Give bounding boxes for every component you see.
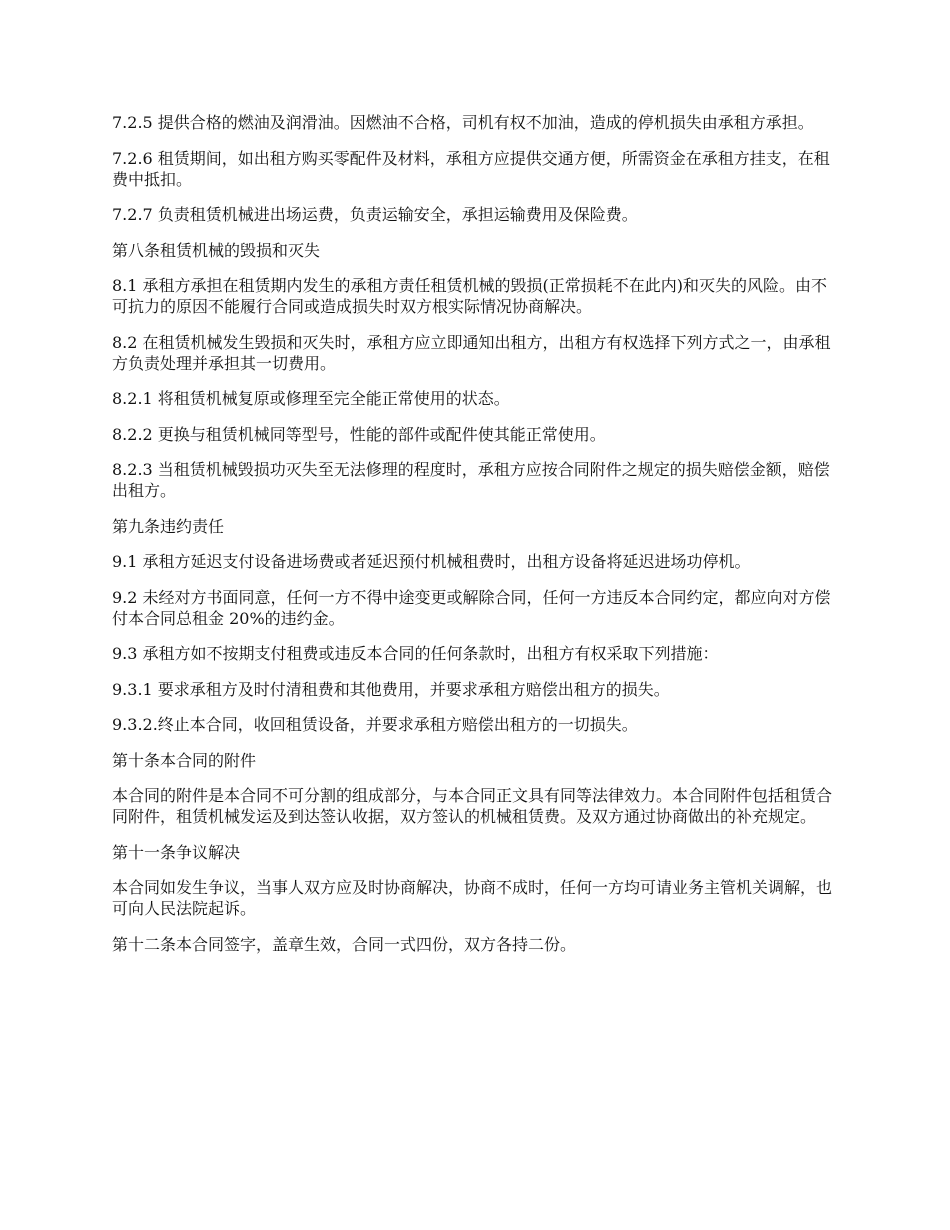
section-heading-8: 第八条租赁机械的毁损和灭失: [112, 240, 321, 260]
clause-7-2-5: 7.2.5 提供合格的燃油及润滑油。因燃油不合格，司机有权不加油，造成的停机损失由承租方承担。: [112, 113, 814, 132]
section-heading-9: 第九条违约责任: [112, 516, 225, 536]
section-heading-10: 第十条本合同的附件: [112, 750, 257, 770]
document-page: [112, 112, 842, 969]
clause-7-2-6: 7.2.6 租赁期间，如出租方购买零配件及材料，承租方应提供交通方便，所需资金在承租方挂支，在租费中抵扣。: [112, 148, 830, 189]
clause-9-2: 9.2 未经对方书面同意，任何一方不得中途变更或解除合同，任何一方违反本合同约定，都应向对方偿付本合同总租金 20%的违约金。: [112, 587, 831, 628]
clause-9-3: 9.3 承租方如不按期支付租费或违反本合同的任何条款时，出租方有权采取下列措施：: [112, 644, 719, 663]
section-heading-12: 第十二条本合同签字，盖章生效，合同一式四份，双方各持二份。: [112, 934, 577, 954]
clause-8-2-2: 8.2.2 更换与租赁机械同等型号，性能的部件或配件使其能正常使用。: [112, 424, 606, 444]
clause-9-1: 9.1 承租方延迟支付设备进场费或者延迟预付机械租费时，出租方设备将延迟进场功停机。: [112, 552, 751, 571]
clause-7-2-7: 7.2.7 负责租赁机械进出场运费，负责运输安全，承担运输费用及保险费。: [112, 205, 638, 224]
clause-8-2: 8.2 在租赁机械发生毁损和灭失时，承租方应立即通知出租方，出租方有权选择下列方式之一，由承租方负责处理并承担其一切费用。: [112, 332, 831, 373]
clause-10-body: 本合同的附件是本合同不可分割的组成部分，与本合同正文具有同等法律效力。本合同附件包括租赁合同附件，租赁机械发运及到达签认收据，双方签认的机械租赁费。及双方通过协商做出的补充规定。: [112, 786, 833, 826]
clause-8-1: 8.1 承租方承担在租赁期内发生的承租方责任租赁机械的毁损(正常损耗不在此内)和灭失的风险。由不可抗力的原因不能履行合同或造成损失时双方根实际情况协商解决。: [112, 276, 828, 316]
clause-8-2-1: 8.2.1 将租赁机械复原或修理至完全能正常使用的状态。: [112, 389, 510, 408]
section-heading-11: 第十一条争议解决: [112, 842, 241, 862]
clause-9-3-1: 9.3.1 要求承租方及时付清租费和其他费用，并要求承租方赔偿出租方的损失。: [112, 679, 670, 699]
clause-9-3-2: 9.3.2.终止本合同，收回租赁设备，并要求承租方赔偿出租方的一切损失。: [112, 715, 638, 734]
clause-8-2-3: 8.2.3 当租赁机械毁损功灭失至无法修理的程度时，承租方应按合同附件之规定的损失赔偿金额，赔偿出租方。: [112, 460, 830, 500]
clause-11-body: 本合同如发生争议，当事人双方应及时协商解决，协商不成时，任何一方均可请业务主管机关调解，也可向人民法院起诉。: [112, 878, 833, 918]
